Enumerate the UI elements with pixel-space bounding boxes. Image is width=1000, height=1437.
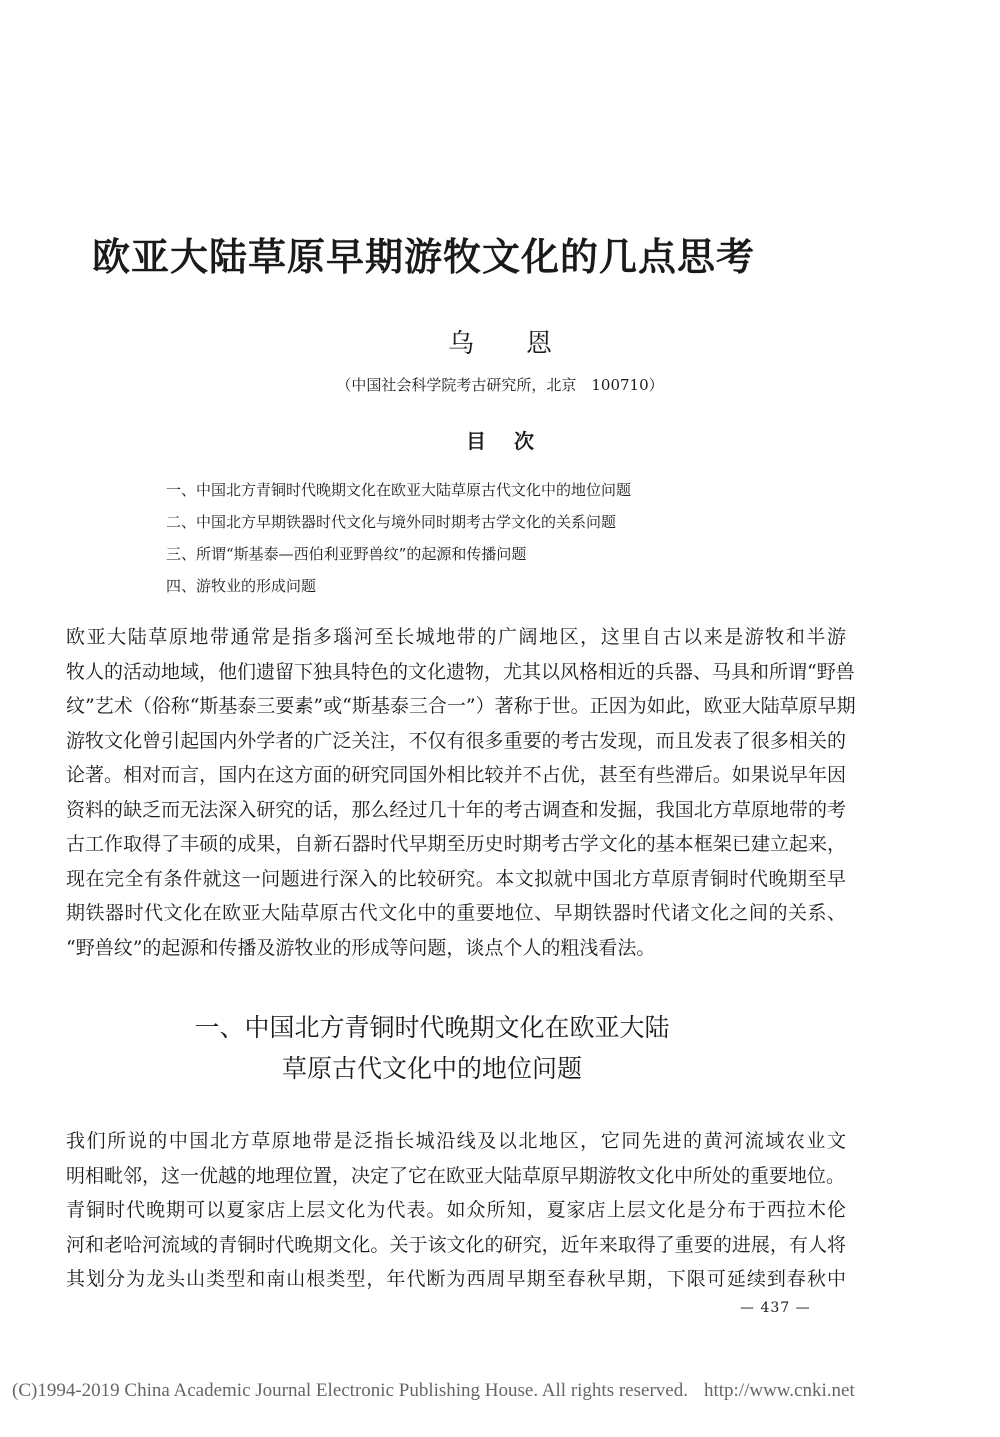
intro-line-1: 欧亚大陆草原地带通常是指多瑙河至长城地带的广阔地区，这里自古以来是游牧和半游 [66, 626, 846, 648]
affiliation: （中国社会科学院考古研究所，北京 100710） [336, 376, 664, 394]
s1p2-line-3: 其划分为龙头山类型和南山根类型，年代断为西周早期至春秋早期，下限可延续到春秋中 [66, 1268, 846, 1290]
intro-paragraph [66, 620, 856, 965]
section-1-heading-line-2: 草原古代文化中的地位问题 [281, 1054, 582, 1083]
author-char-1: 乌 [447, 329, 474, 359]
section-1-paragraph-1 [66, 1124, 846, 1193]
intro-line-4: 游牧文化曾引起国内外学者的广泛关注，不仅有很多重要的考古发现，而且发表了很多相关的 [66, 729, 846, 752]
footer-url[interactable]: http://www.cnki.net [703, 1380, 855, 1401]
author-char-2: 恩 [526, 329, 553, 359]
toc-item-3: 三、所谓“斯基泰—西伯利亚野兽纹”的起源和传播问题 [166, 545, 527, 563]
page-number: — 437 — [740, 1300, 811, 1316]
intro-line-3: 纹”艺术（俗称“斯基泰三要素”或“斯基泰三合一”）著称于世。正因为如此，欧亚大陆草原早期 [66, 695, 856, 717]
section-1-heading-line-1: 一、中国北方青铜时代晚期文化在欧亚大陆 [194, 1013, 670, 1042]
footer-copyright: (C)1994-2019 China Academic Journal Electronic Publishing House. All rights reserved. [12, 1380, 688, 1401]
toc-item-4: 四、游牧业的形成问题 [166, 577, 317, 595]
toc-item-1: 一、中国北方青铜时代晚期文化在欧亚大陆草原古代文化中的地位问题 [166, 481, 632, 499]
s1p1-line-2: 明相毗邻，这一优越的地理位置，决定了它在欧亚大陆草原早期游牧文化中所处的重要地位。 [66, 1164, 846, 1187]
intro-line-10: “野兽纹”的起源和传播及游牧业的形成等问题，谈点个人的粗浅看法。 [66, 936, 656, 959]
s1p2-line-1: 青铜时代晚期可以夏家店上层文化为代表。如众所知，夏家店上层文化是分布于西拉木伦 [66, 1199, 846, 1221]
intro-line-9: 期铁器时代文化在欧亚大陆草原古代文化中的重要地位、早期铁器时代诸文化之间的关系、 [66, 902, 846, 924]
toc-item-2: 二、中国北方早期铁器时代文化与境外同时期考古学文化的关系问题 [166, 513, 617, 531]
intro-line-5: 论著。相对而言，国内在这方面的研究同国外相比较并不占优，甚至有些滞后。如果说早年因 [66, 764, 846, 786]
intro-line-6: 资料的缺乏而无法深入研究的话，那么经过几十年的考古调查和发掘，我国北方草原地带的考 [66, 798, 846, 821]
section-1-paragraph-2 [66, 1193, 846, 1297]
author [0, 323, 1000, 360]
s1p1-line-1: 我们所说的中国北方草原地带是泛指长城沿线及以北地区，它同先进的黄河流域农业文 [66, 1130, 846, 1152]
s1p2-line-2: 河和老哈河流域的青铜时代晚期文化。关于该文化的研究，近年来取得了重要的进展，有人将 [66, 1233, 846, 1256]
section-1-heading [0, 1007, 1000, 1089]
footer [12, 1380, 855, 1402]
intro-line-7: 古工作取得了丰硕的成果，自新石器时代早期至历史时期考古学文化的基本框架已建立起来， [66, 833, 846, 855]
toc-heading: 目次 [466, 429, 562, 453]
intro-line-2: 牧人的活动地域，他们遗留下独具特色的文化遗物，尤其以风格相近的兵器、马具和所谓“野兽 [66, 660, 855, 683]
intro-line-8: 现在完全有条件就这一问题进行深入的比较研究。本文拟就中国北方草原青铜时代晚期至早 [66, 867, 846, 890]
article-title: 欧亚大陆草原早期游牧文化的几点思考 [92, 235, 756, 279]
